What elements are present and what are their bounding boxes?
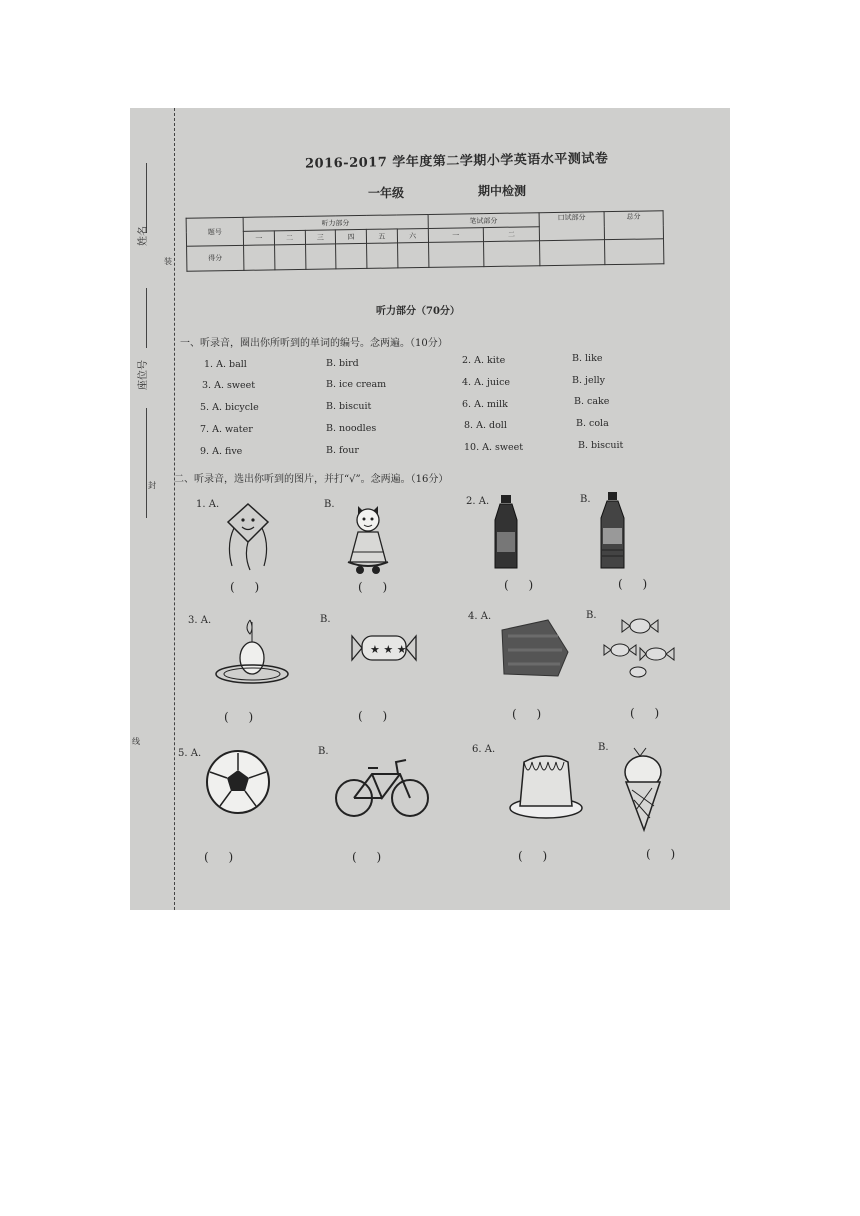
- score-cell: [484, 241, 540, 267]
- total-label: 总分: [604, 211, 663, 240]
- score-table: [186, 210, 665, 272]
- grade-label: 一年级: [368, 186, 405, 200]
- q4a-label: 4. A.: [468, 611, 492, 622]
- section2-title: 二、听录音，选出你听到的图片，并打“√”。念两遍。（16分）: [174, 474, 449, 485]
- option: B. bird: [326, 358, 359, 369]
- option: B. noodles: [326, 423, 377, 434]
- biscuit-icon: [498, 616, 570, 678]
- answer-paren: ( ): [358, 709, 396, 723]
- option: B. ice cream: [326, 379, 387, 390]
- option: B. biscuit: [578, 440, 624, 451]
- option: B. cola: [576, 418, 609, 429]
- oral-label: 口试部分: [539, 212, 604, 241]
- col-2: 二: [274, 230, 305, 244]
- exam-title: 2016-2017 学年度第二学期小学英语水平测试卷: [304, 151, 609, 172]
- name-blank-line: [146, 163, 147, 233]
- col-5: 五: [366, 229, 397, 243]
- ice-cream-icon: [620, 744, 666, 834]
- water-bottle-icon: [592, 490, 632, 572]
- cola-bottle-icon: [486, 492, 526, 572]
- answer-paren: ( ): [504, 578, 542, 592]
- exam-sheet: [130, 108, 730, 910]
- option: B. like: [572, 353, 603, 364]
- listening-heading: 听力部分（70分）: [376, 306, 460, 317]
- answer-paren: ( ): [518, 849, 556, 863]
- answer-paren: ( ): [618, 577, 656, 591]
- answer-paren: ( ): [358, 580, 396, 594]
- margin-char-1: 装: [164, 257, 172, 266]
- answer-paren: ( ): [630, 706, 668, 720]
- score-cell: [244, 245, 275, 270]
- option: B. biscuit: [326, 401, 372, 412]
- answer-paren: ( ): [204, 850, 242, 864]
- option: 2. A. kite: [462, 355, 506, 366]
- q2a-label: 2. A.: [466, 496, 490, 507]
- option: 3. A. sweet: [202, 380, 256, 391]
- svg-text:★ ★ ★: ★ ★ ★: [370, 643, 407, 656]
- seat-label: 座位号: [138, 360, 149, 390]
- sweets-icon: [602, 610, 680, 682]
- kite-icon: [216, 500, 280, 572]
- score-cell: [336, 243, 367, 268]
- col-6: 六: [397, 228, 428, 242]
- score-label: 得分: [187, 245, 244, 271]
- section1-title: 一、听录音，圈出你所听到的单词的编号。念两遍。（10分）: [180, 338, 448, 349]
- col-4: 四: [336, 229, 367, 243]
- binding-dashed-line: [174, 108, 175, 910]
- option: 5. A. bicycle: [200, 402, 259, 413]
- q6b-label: B.: [598, 742, 609, 753]
- col-7: 一: [428, 228, 484, 243]
- doll-icon: [336, 496, 400, 576]
- term-label: 期中检测: [478, 184, 527, 198]
- margin-char-2: 封: [148, 481, 156, 490]
- option: 9. A. five: [200, 446, 243, 457]
- score-cell: [397, 242, 428, 267]
- option: B. four: [326, 445, 359, 456]
- jelly-icon: [506, 748, 586, 822]
- score-cell: [367, 243, 398, 268]
- listening-label: 听力部分: [243, 214, 428, 231]
- football-icon: [204, 748, 272, 816]
- written-label: 笔试部分: [428, 213, 540, 229]
- score-cell: [305, 244, 336, 269]
- score-cell: [428, 242, 484, 268]
- candy-icon: [348, 628, 420, 668]
- answer-paren: ( ): [224, 710, 262, 724]
- q5a-label: 5. A.: [178, 748, 202, 759]
- col-3: 三: [305, 230, 336, 244]
- q4b-label: B.: [586, 610, 597, 621]
- header-label: 题号: [186, 217, 243, 246]
- q3a-label: 3. A.: [188, 615, 212, 626]
- q5b-label: B.: [318, 746, 329, 757]
- margin-char-3: 线: [132, 737, 140, 746]
- col-1: 一: [243, 231, 274, 245]
- bicycle-icon: [332, 754, 432, 820]
- q6a-label: 6. A.: [472, 744, 496, 755]
- score-cell: [274, 244, 305, 269]
- answer-paren: ( ): [646, 847, 684, 861]
- answer-paren: ( ): [512, 707, 550, 721]
- col-8: 二: [484, 227, 540, 242]
- option: 7. A. water: [200, 424, 253, 435]
- option: B. jelly: [572, 375, 606, 386]
- answer-paren: ( ): [230, 580, 268, 594]
- option: B. cake: [574, 396, 610, 407]
- class-blank-line: [146, 408, 147, 518]
- option: 10. A. sweet: [464, 442, 524, 453]
- option: 8. A. doll: [464, 420, 507, 431]
- option: 1. A. ball: [204, 359, 247, 370]
- q1a-label: 1. A.: [196, 499, 220, 510]
- option: 4. A. juice: [462, 377, 511, 388]
- answer-paren: ( ): [352, 850, 390, 864]
- q1b-label: B.: [324, 499, 335, 510]
- egg-plate-icon: [214, 618, 290, 688]
- q3b-label: B.: [320, 614, 331, 625]
- option: 6. A. milk: [462, 399, 508, 410]
- q2b-label: B.: [580, 494, 591, 505]
- seat-blank-line: [146, 288, 147, 348]
- score-cell: [605, 239, 664, 265]
- score-cell: [540, 240, 605, 266]
- name-label: 姓名: [138, 226, 149, 246]
